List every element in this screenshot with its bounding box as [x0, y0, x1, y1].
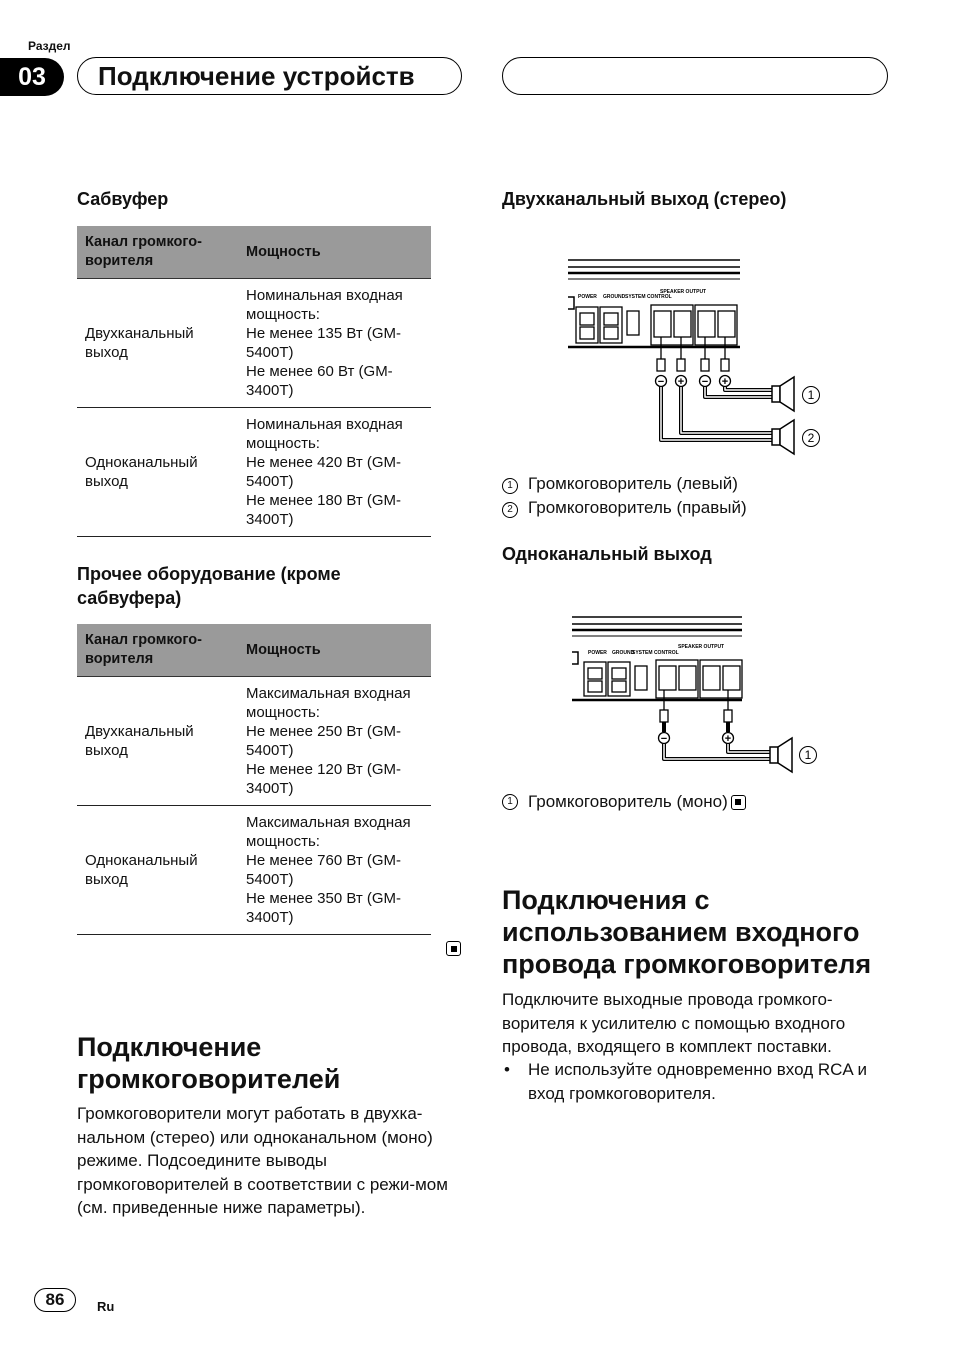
section-number-badge: 03	[0, 58, 64, 96]
speaker-wires	[661, 387, 774, 440]
other-equipment-heading: Прочее оборудование (кроме сабвуфера)	[77, 564, 341, 608]
table-row	[77, 806, 431, 935]
speaker-wires-inner	[664, 744, 772, 759]
channel-cell: Двухканальный выход	[77, 279, 238, 408]
power-cell	[238, 806, 431, 935]
channel-cell: Двухканальный выход	[77, 677, 238, 806]
legend-item	[502, 790, 746, 814]
subwoofer-table	[77, 226, 431, 537]
chapter-title: Подключение устройств	[77, 57, 462, 95]
mono-wiring-diagram	[564, 612, 834, 782]
ground-label: GROUND	[612, 650, 635, 656]
speakers-body: Громкоговорители могут работать в двухка-нальном (стерео) или одноканальном (моно) режиме. Подсоедините выводы громкоговорителей в соответствии с режи-мом (см. приведенные ниже параметры).	[77, 1104, 448, 1217]
legend-text: Громкоговоритель (моно)	[528, 792, 728, 811]
speaker-icon	[772, 377, 794, 454]
power-label: POWER	[588, 650, 607, 656]
list-item: • Не используйте одновременно вход RCA и вход громкоговорителя.	[502, 1058, 894, 1105]
terminal-block	[584, 660, 742, 698]
end-mark-icon	[446, 941, 461, 956]
table-header-power: Мощность	[238, 226, 431, 279]
mono-heading: Одноканальный выход	[502, 544, 712, 564]
page-number: 86	[34, 1288, 76, 1312]
callout-number: 1	[804, 748, 812, 762]
power-cell	[238, 279, 431, 408]
plus-sign: +	[677, 376, 685, 388]
table-row	[77, 279, 431, 408]
plus-sign: +	[724, 733, 732, 745]
minus-sign: −	[701, 376, 709, 388]
other-equipment-table	[77, 624, 431, 935]
plus-sign: +	[721, 376, 729, 388]
speakers-heading: Подключение громкоговорителей	[77, 1032, 341, 1094]
callout-number: 2	[807, 431, 815, 445]
mono-legend	[502, 790, 746, 814]
input-wire-bullets	[502, 1058, 894, 1105]
power-line: Номинальная входная мощность:	[246, 287, 403, 323]
blank-header-pill	[502, 57, 888, 95]
legend-number: 1	[502, 794, 518, 810]
power-line: Не менее 180 Вт (GM-3400T)	[246, 492, 402, 528]
channel-cell: Одноканальный выход	[77, 408, 238, 537]
system-control-label: SYSTEM CONTROL	[625, 294, 672, 300]
power-line: Не менее 350 Вт (GM-3400T)	[246, 890, 402, 926]
section-label: Раздел	[28, 39, 71, 53]
stereo-legend	[502, 472, 747, 520]
power-line: Номинальная входная мощность:	[246, 416, 403, 452]
table-row	[77, 677, 431, 806]
minus-sign: −	[660, 733, 668, 745]
table-header-power: Мощность	[238, 624, 431, 677]
stereo-heading: Двухканальный выход (стерео)	[502, 189, 787, 209]
legend-number: 2	[502, 502, 518, 518]
terminal-block	[576, 305, 737, 345]
input-wire-body: Подключите выходные провода громкого-ворителя к усилителю с помощью входного провода, входящего в комплект поставки.	[502, 990, 846, 1056]
power-line: Максимальная входная мощность:	[246, 685, 411, 721]
stereo-wiring-diagram	[560, 255, 840, 460]
end-mark-icon	[731, 795, 746, 810]
power-cell	[238, 408, 431, 537]
power-cell	[238, 677, 431, 806]
legend-text: Громкоговоритель (правый)	[528, 498, 747, 517]
table-row	[77, 408, 431, 537]
power-line: Максимальная входная мощность:	[246, 814, 411, 850]
speaker-output-label: SPEAKER OUTPUT	[678, 644, 725, 650]
table-header-channel: Канал громкого-ворителя	[77, 226, 238, 279]
callout-number: 1	[807, 388, 815, 402]
channel-cell: Одноканальный выход	[77, 806, 238, 935]
speaker-wires	[664, 722, 772, 759]
legend-item	[502, 472, 747, 496]
speaker-icon	[770, 738, 792, 772]
power-label: POWER	[578, 294, 597, 300]
system-control-label: SYSTEM CONTROL	[632, 650, 679, 656]
input-wire-heading: Подключения с использованием входного провода громкоговорителя	[502, 885, 872, 979]
power-line: Не менее 420 Вт (GM-5400T)	[246, 454, 402, 490]
minus-sign: −	[657, 376, 665, 388]
speaker-output-label: SPEAKER OUTPUT	[660, 289, 707, 295]
legend-text: Громкоговоритель (левый)	[528, 474, 738, 493]
power-line: Не менее 250 Вт (GM-5400T)	[246, 723, 402, 759]
language-code: Ru	[97, 1299, 115, 1314]
amplifier-body	[572, 617, 742, 700]
power-line: Не менее 760 Вт (GM-5400T)	[246, 852, 402, 888]
ground-label: GROUND	[603, 294, 626, 300]
subwoofer-heading: Сабвуфер	[77, 189, 169, 209]
legend-item	[502, 496, 747, 520]
power-line: Не менее 120 Вт (GM-3400T)	[246, 761, 402, 797]
legend-number: 1	[502, 478, 518, 494]
table-header-channel: Канал громкого-ворителя	[77, 624, 238, 677]
power-line: Не менее 60 Вт (GM-3400T)	[246, 363, 393, 399]
power-line: Не менее 135 Вт (GM-5400T)	[246, 325, 402, 361]
